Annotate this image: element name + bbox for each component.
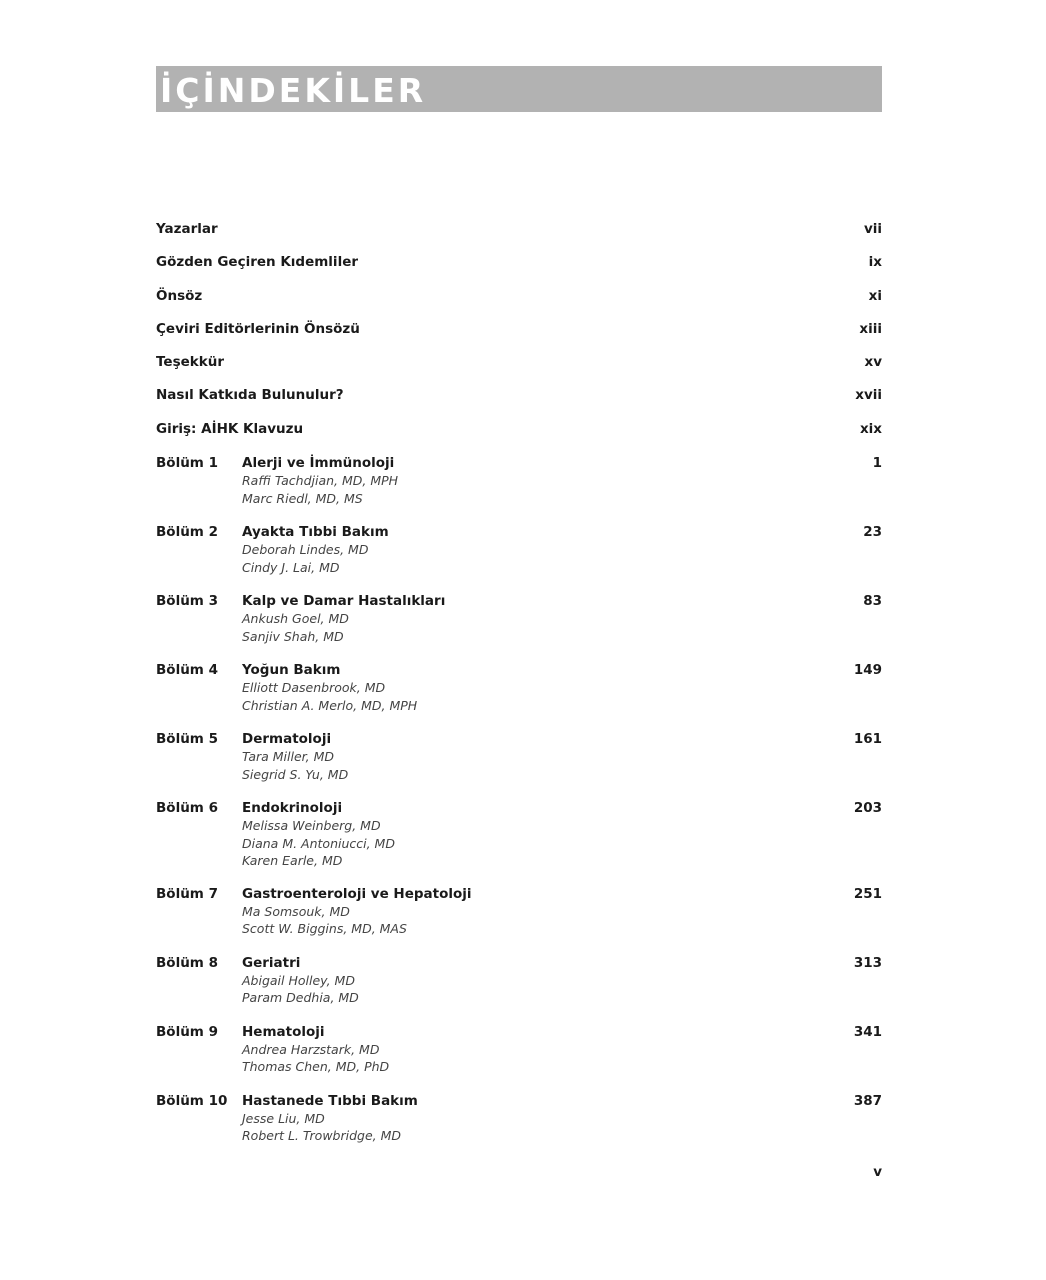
chapter-page: 149 [853,662,882,679]
chapter-body [242,1023,802,1076]
toc-entry-page: ix [868,254,882,271]
chapter-author: Jesse Liu, MD [242,1110,325,1126]
toc-entry-label: Çeviri Editörlerinin Önsözü [156,320,360,337]
chapter-body [242,799,802,870]
chapter-title: Hastanede Tıbbi Bakım [242,1092,418,1109]
chapter-body [242,523,802,576]
chapter-number: Bölüm 4 [156,662,218,679]
chapter-page: 313 [853,954,882,971]
toc-entry-label: Önsöz [156,287,203,304]
chapter-author: Tara Miller, MD [242,749,334,765]
chapter-page: 387 [853,1092,882,1109]
toc-entry-label: Teşekkür [156,354,224,371]
chapter-title: Yoğun Bakım [242,662,341,679]
chapter-body [242,1092,802,1145]
chapter-author: Ma Somsouk, MD [242,903,350,919]
chapter-page: 341 [853,1023,882,1040]
toc-entry-label: Yazarlar [156,221,218,237]
toc-entry-page: xvii [855,387,882,404]
chapter-author: Cindy J. Lai, MD [242,559,340,575]
chapter-number: Bölüm 1 [156,455,218,472]
chapter-title: Kalp ve Damar Hastalıkları [242,593,446,610]
toc-chapter-row[interactable] [156,799,882,870]
footer-page-number: v [873,1164,882,1180]
chapter-page: 83 [863,593,882,610]
toc-front-row[interactable] [156,421,882,454]
chapter-title: Gastroenteroloji ve Hepatoloji [242,885,472,902]
chapter-number: Bölüm 5 [156,731,218,748]
toc-chapter-row[interactable] [156,454,882,507]
chapter-title: Endokrinoloji [242,800,343,817]
chapter-number: Bölüm 2 [156,524,218,541]
chapter-body [242,885,802,938]
toc-entry-page: vii [863,221,882,237]
toc-chapter-row[interactable] [156,730,882,783]
chapter-number: Bölüm 10 [156,1092,228,1109]
chapter-author: Deborah Lindes, MD [242,542,369,558]
chapter-title: Alerji ve İmmünoloji [242,455,395,472]
chapter-author: Melissa Weinberg, MD [242,818,381,834]
chapter-number: Bölüm 6 [156,800,218,817]
chapter-author: Thomas Chen, MD, PhD [242,1059,390,1075]
chapter-author: Raffi Tachdjian, MD, MPH [242,473,399,489]
toc-entry-page: xix [859,420,882,437]
chapter-number: Bölüm 9 [156,1023,218,1040]
toc-chapter-row[interactable] [156,1092,882,1145]
toc-front-row[interactable] [156,387,882,420]
toc-chapter-row[interactable] [156,523,882,576]
toc-chapter-row[interactable] [156,954,882,1007]
toc-front-row[interactable] [156,254,882,287]
chapter-author: Marc Riedl, MD, MS [242,490,363,506]
chapter-number: Bölüm 7 [156,885,218,902]
chapter-author: Andrea Harzstark, MD [242,1041,380,1057]
chapter-title: Ayakta Tıbbi Bakım [242,524,389,541]
chapter-title: Geriatri [242,954,301,971]
toc-entry-label: Gözden Geçiren Kıdemliler [156,254,359,271]
toc-chapter-row[interactable] [156,592,882,645]
chapter-author: Karen Earle, MD [242,853,343,869]
chapter-body [242,661,802,714]
chapter-author: Diana M. Antoniucci, MD [242,835,395,851]
toc-front-row[interactable] [156,354,882,387]
toc-front-row[interactable] [156,221,882,254]
title-bar [156,66,882,112]
chapter-author: Ankush Goel, MD [242,611,349,627]
chapter-number: Bölüm 8 [156,954,218,971]
chapter-author: Param Dedhia, MD [242,990,359,1006]
chapter-page: 251 [853,885,882,902]
chapter-page: 23 [863,524,882,541]
chapter-title: Hematoloji [242,1023,325,1040]
chapter-body [242,954,802,1007]
chapter-page: 161 [853,731,882,748]
toc-entry-page: xv [864,354,882,371]
toc-front-row[interactable] [156,288,882,321]
chapter-author: Scott W. Biggins, MD, MAS [242,921,407,937]
chapter-number: Bölüm 3 [156,593,218,610]
toc-entry-label: Giriş: AİHK Klavuzu [156,420,304,437]
chapter-author: Robert L. Trowbridge, MD [242,1128,402,1144]
chapter-page: 1 [872,455,882,472]
table-of-contents [156,221,882,1161]
chapter-author: Siegrid S. Yu, MD [242,766,349,782]
toc-entry-page: xi [868,287,882,304]
chapter-author: Abigail Holley, MD [242,972,355,988]
chapter-author: Sanjiv Shah, MD [242,628,344,644]
page-title: İÇİNDEKİLER [160,71,427,110]
chapter-author: Elliott Dasenbrook, MD [242,680,386,696]
toc-chapter-row[interactable] [156,1023,882,1076]
toc-entry-page: xiii [859,320,882,337]
chapter-title: Dermatoloji [242,731,332,748]
toc-chapter-row[interactable] [156,885,882,938]
toc-chapter-row[interactable] [156,661,882,714]
chapter-body [242,592,802,645]
chapter-body [242,454,802,507]
chapter-author: Christian A. Merlo, MD, MPH [242,697,418,713]
toc-entry-label: Nasıl Katkıda Bulunulur? [156,387,344,404]
chapter-body [242,730,802,783]
toc-front-row[interactable] [156,321,882,354]
chapter-page: 203 [853,800,882,817]
